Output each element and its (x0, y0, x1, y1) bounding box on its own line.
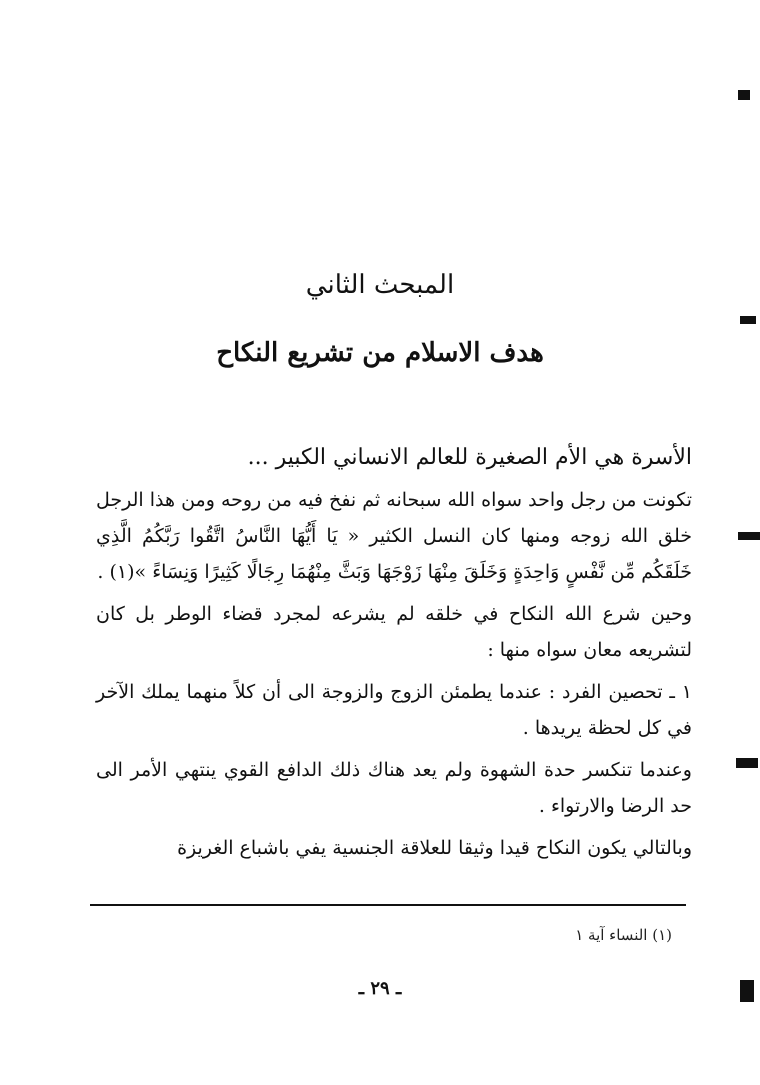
paragraph: تكونت من رجل واحد سواه الله سبحانه ثم نفخ فيه من روحه ومن هذا الرجل خلق الله زوجه ومنها كان النسل الكثير « يَا أَيُّهَا النَّاسُ اتَّقُوا رَبَّكُمُ الَّذِي خَلَقَكُم مِّن نَّفْسٍ وَاحِدَةٍ وَخَلَقَ مِنْهَا زَوْجَهَا وَبَثَّ مِنْهُمَا رِجَالًا كَثِيرًا وَنِسَاءً »(١) . (96, 489, 692, 583)
scan-mark (740, 316, 756, 324)
chapter-heading: المبحث الثاني (305, 270, 455, 300)
footnote-divider (90, 904, 686, 906)
scan-mark (738, 532, 760, 540)
paragraph: وعندما تنكسر حدة الشهوة ولم يعد هناك ذلك الدافع القوي ينتهي الأمر الى حد الرضا والارتواء . (96, 759, 692, 817)
body-text (96, 440, 692, 872)
scan-mark (738, 90, 750, 100)
footnote: (١) النساء آية ١ (575, 926, 672, 944)
paragraph: وحين شرع الله النكاح في خلقه لم يشرعه لمجرد قضاء الوطر بل كان لتشريعه معان سواه منها : (96, 603, 692, 661)
paragraph: ١ ـ تحصين الفرد : عندما يطمئن الزوج والزوجة الى أن كلاً منهما يملك الآخر في كل لحظة يريدها . (96, 681, 692, 739)
section-title: هدف الاسلام من تشريع النكاح (216, 338, 544, 368)
paragraph: وبالتالي يكون النكاح قيدا وثيقا للعلاقة الجنسية يفي باشباع الغريزة (177, 837, 692, 859)
page-number: ـ ٢٩ ـ (358, 978, 402, 999)
paragraph: الأسرة هي الأم الصغيرة للعالم الانساني الكبير ... (247, 445, 692, 470)
scan-mark (736, 758, 758, 768)
